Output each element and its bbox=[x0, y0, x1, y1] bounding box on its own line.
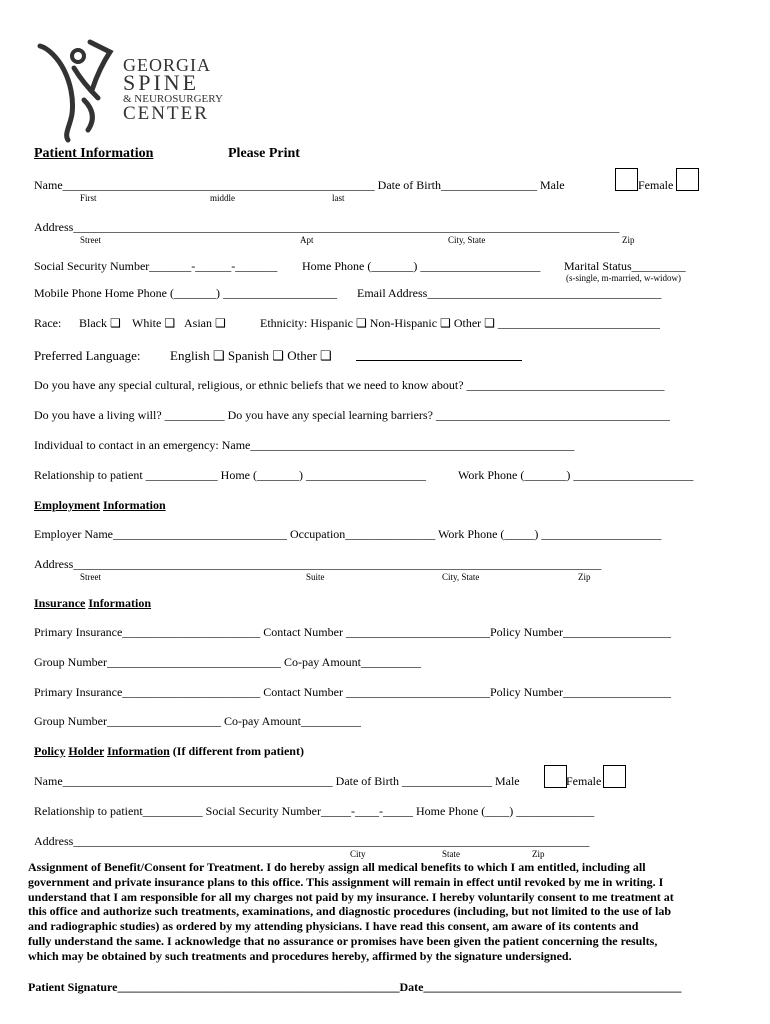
policy-sub-zip: Zip bbox=[532, 849, 545, 859]
female-checkbox[interactable] bbox=[676, 168, 699, 191]
assignment-line: which may be obtained by such treatments and procedures hereby, affirmed by the signature undersigned. bbox=[28, 948, 572, 963]
assignment-line: and radiographic studies) as ordered by my attending physicians. I have read this consent, am aware of its contents and bbox=[28, 919, 639, 934]
group-number-2-field[interactable]: Group Number___________________ Co-pay Amount__________ bbox=[34, 714, 361, 728]
assignment-line: Assignment of Benefit/Consent for Treatment. I do hereby assign all medical benefits to which I am entitled, including all bbox=[28, 860, 646, 874]
assignment-line: understand that I am responsible for all my charges not paid by my insurance. I hereby voluntarily consent to me treatment at bbox=[28, 889, 674, 904]
relationship-field[interactable]: Relationship to patient ____________ Home (_______) ____________________ bbox=[34, 468, 426, 482]
patient-signature-field[interactable]: Patient Signature_______________________________________________Date___________________________________________ bbox=[28, 980, 682, 994]
assignment-line: fully understand the same. I acknowledge that no assurance or promises have been given the patient concerning the results, bbox=[28, 933, 658, 948]
group-number-1-field[interactable]: Group Number_____________________________ Co-pay Amount__________ bbox=[34, 655, 421, 669]
address-sub-city: City, State bbox=[448, 235, 486, 245]
policy-male-checkbox[interactable] bbox=[544, 765, 567, 788]
policy-holder-title bbox=[34, 744, 304, 758]
patient-address-field[interactable]: Address___________________________________________________________________________________________ bbox=[34, 220, 620, 234]
male-checkbox[interactable] bbox=[615, 168, 638, 191]
language-options[interactable]: English ❑ Spanish ❑ Other ❑ bbox=[170, 348, 332, 363]
race-white-option[interactable]: White ❑ bbox=[132, 316, 176, 330]
name-sub-last: last bbox=[332, 193, 345, 203]
female-label: Female bbox=[638, 178, 674, 192]
please-print: Please Print bbox=[228, 146, 300, 161]
race-asian-option[interactable]: Asian ❑ bbox=[184, 316, 226, 330]
home-phone-field[interactable]: Home Phone (_______) ____________________ bbox=[302, 259, 541, 273]
living-will-field[interactable]: Do you have a living will? __________ Do you have any special learning barriers? _______________________________________ bbox=[34, 408, 670, 422]
policy-relationship-field[interactable]: Relationship to patient__________ Social Security Number_____-____-_____ Home Phone (____) _____________ bbox=[34, 804, 595, 818]
address-sub-zip: Zip bbox=[622, 235, 635, 245]
preferred-language-label: Preferred Language: bbox=[34, 348, 141, 363]
employer-sub-city: City, State bbox=[442, 572, 480, 582]
assignment-line: government and private insurance plans to this office. This assignment will remain in effect until revoked by me in writing. I bbox=[28, 874, 664, 889]
patient-name-field[interactable]: Name____________________________________________________ Date of Birth________________ Male bbox=[34, 178, 565, 192]
policy-title-info: Information bbox=[107, 744, 170, 758]
policy-sub-city: City bbox=[350, 849, 366, 859]
employer-sub-street: Street bbox=[80, 572, 101, 582]
employer-address-field[interactable]: Address________________________________________________________________________________________ bbox=[34, 557, 602, 571]
employer-sub-zip: Zip bbox=[578, 572, 591, 582]
policy-title-note: (If different from patient) bbox=[172, 744, 304, 758]
policy-female-label: Female bbox=[566, 774, 602, 788]
policy-name-field[interactable]: Name_____________________________________________ Date of Birth _______________ Male bbox=[34, 774, 520, 788]
race-black-option[interactable]: Black ❑ bbox=[79, 316, 121, 330]
address-sub-apt: Apt bbox=[300, 235, 314, 245]
primary-insurance-2-field[interactable]: Primary Insurance_______________________ Contact Number ________________________Policy Number__________________ bbox=[34, 685, 671, 699]
work-phone-field[interactable]: Work Phone (_______) ____________________ bbox=[458, 468, 694, 482]
patient-info-title: Patient Information bbox=[34, 146, 154, 161]
cultural-beliefs-field[interactable]: Do you have any special cultural, religious, or ethnic beliefs that we need to know about? _________________________________ bbox=[34, 378, 665, 392]
policy-title-word: Policy bbox=[34, 744, 66, 758]
assignment-consent-paragraph bbox=[28, 860, 728, 964]
marital-status-field[interactable]: Marital Status_________ bbox=[564, 259, 686, 273]
logo-line-neurosurgery: & NEUROSURGERY bbox=[123, 93, 223, 105]
name-sub-first: First bbox=[80, 193, 97, 203]
employment-info-title bbox=[34, 498, 166, 512]
race-label: Race: bbox=[34, 316, 62, 330]
mobile-phone-field[interactable]: Mobile Phone Home Phone (_______) ___________________ bbox=[34, 286, 337, 300]
marital-status-hint: (s-single, m-married, w-widow) bbox=[566, 273, 681, 283]
assignment-line: this office and authorize such treatments, examinations, and diagnostic procedures (including, but not limited to the use of lab bbox=[28, 904, 672, 919]
insurance-title-word: Insurance bbox=[34, 596, 86, 610]
policy-title-holder: Holder bbox=[68, 744, 105, 758]
emergency-contact-field[interactable]: Individual to contact in an emergency: Name______________________________________________________ bbox=[34, 438, 575, 452]
address-sub-street: Street bbox=[80, 235, 101, 245]
employment-title-info: Information bbox=[103, 498, 166, 512]
employer-field[interactable]: Employer Name_____________________________ Occupation_______________ Work Phone (_____) ____________________ bbox=[34, 527, 662, 541]
logo-line-spine: SPINE bbox=[123, 70, 200, 95]
employment-title-word: Employment bbox=[34, 498, 100, 512]
logo-line-georgia: GEORGIA bbox=[123, 55, 211, 75]
policy-sub-state: State bbox=[442, 849, 460, 859]
ethnicity-field[interactable]: Ethnicity: Hispanic ❑ Non-Hispanic ❑ Other ❑ ___________________________ bbox=[260, 316, 660, 330]
logo bbox=[30, 38, 230, 143]
logo-figure-icon bbox=[30, 38, 125, 143]
employer-sub-suite: Suite bbox=[306, 572, 325, 582]
language-other-line[interactable] bbox=[356, 360, 522, 361]
primary-insurance-1-field[interactable]: Primary Insurance_______________________ Contact Number ________________________Policy Number__________________ bbox=[34, 625, 671, 639]
insurance-info-title bbox=[34, 596, 151, 610]
logo-line-center: CENTER bbox=[123, 103, 209, 124]
insurance-title-info: Information bbox=[88, 596, 152, 610]
name-sub-middle: middle bbox=[210, 193, 235, 203]
policy-address-field[interactable]: Address______________________________________________________________________________________ bbox=[34, 834, 590, 848]
ssn-field[interactable]: Social Security Number_______-______-_______ bbox=[34, 259, 278, 273]
email-field[interactable]: Email Address_______________________________________ bbox=[357, 286, 662, 300]
policy-female-checkbox[interactable] bbox=[603, 765, 626, 788]
